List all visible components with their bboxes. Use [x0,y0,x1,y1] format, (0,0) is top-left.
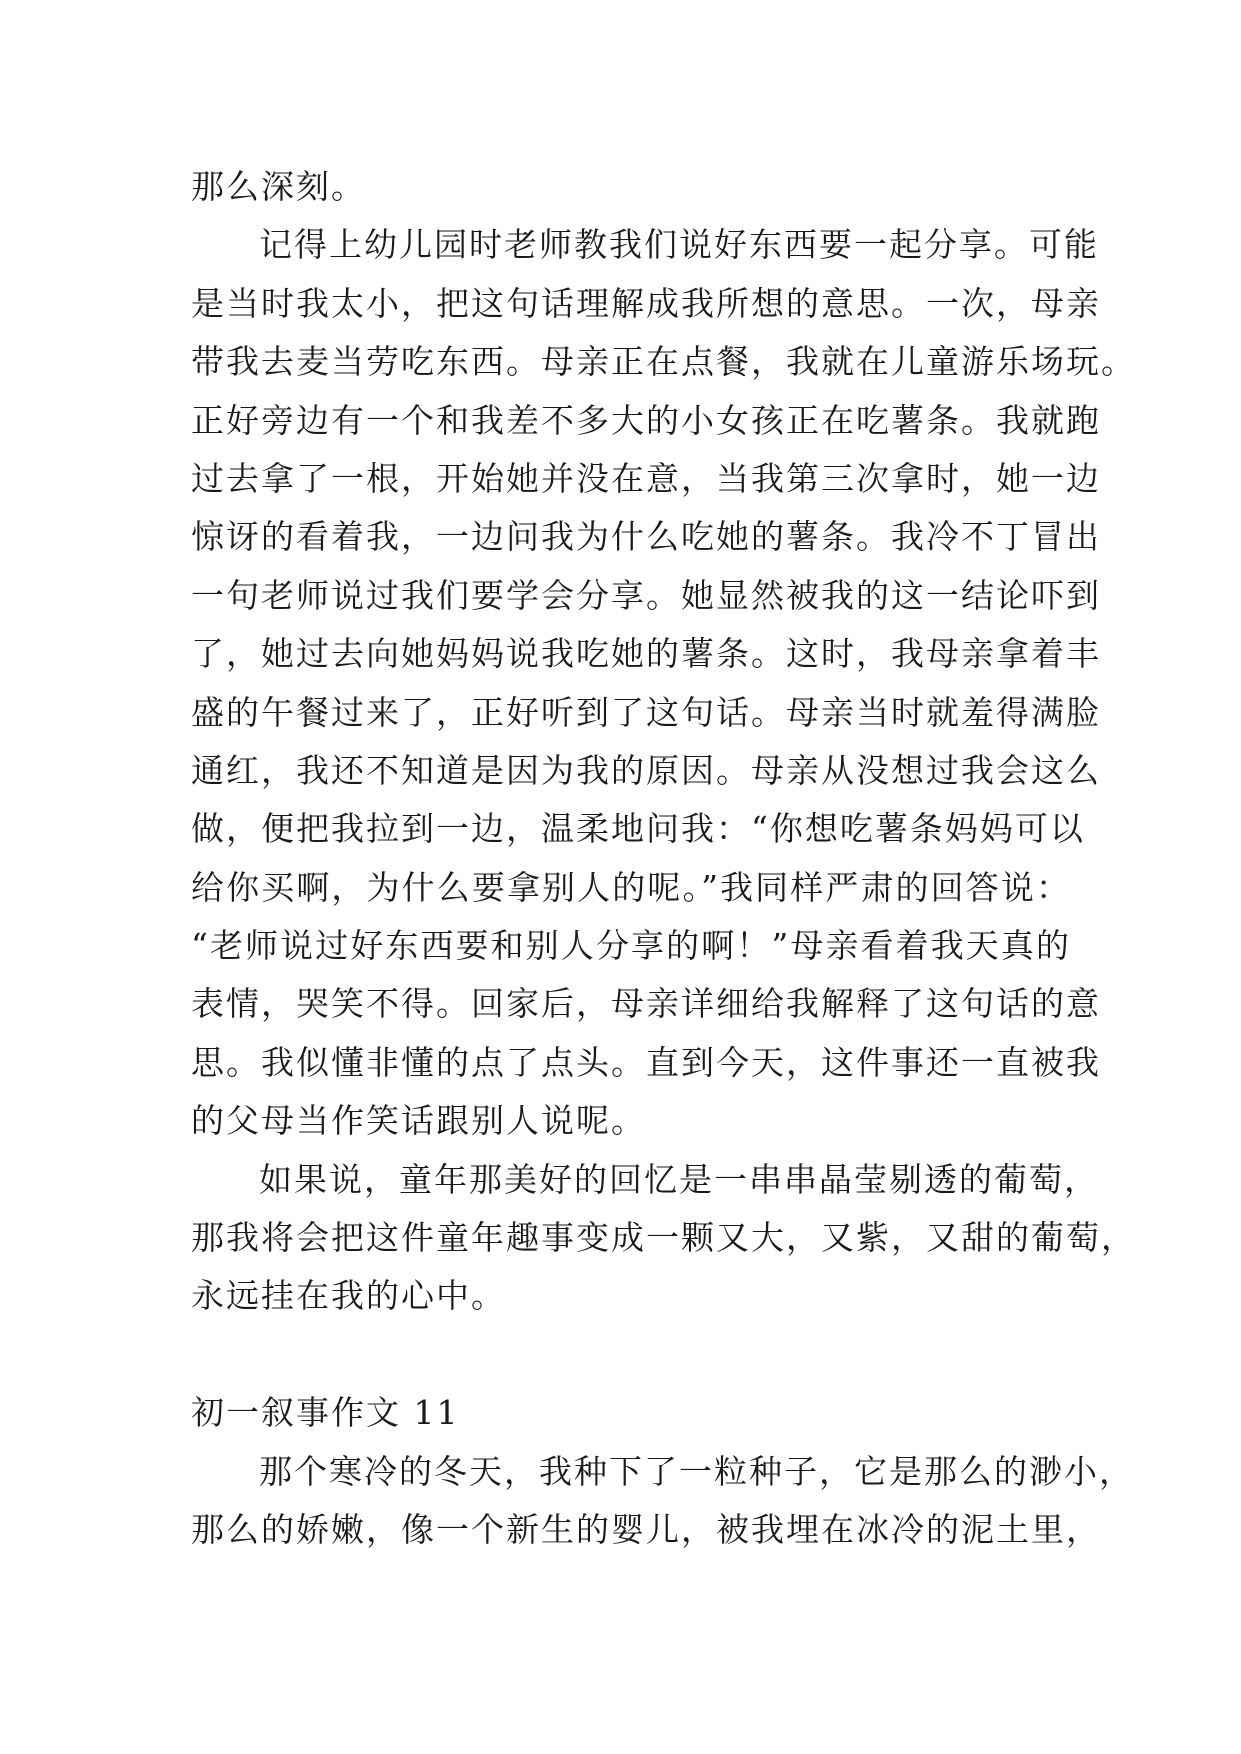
paragraph-line: 思。我似懂非懂的点了点头。直到今天，这件事还一直被我 [191,1042,1101,1082]
section-heading: 初一叙事作文 11 [191,1393,460,1433]
paragraph-line: 那个寒冷的冬天，我种下了一粒种子，它是那么的渺小， [259,1451,1134,1491]
paragraph-line: 表情，哭笑不得。回家后，母亲详细给我解释了这句话的意 [191,984,1101,1024]
paragraph-line: 盛的午餐过来了，正好听到了这句话。母亲当时就羞得满脸 [191,692,1101,732]
paragraph-line: 一句老师说过我们要学会分享。她显然被我的这一结论吓到 [191,575,1101,615]
paragraph-line: “老师说过好东西要和别人分享的啊！”母亲看着我天真的 [191,926,1071,966]
paragraph-line: 过去拿了一根，开始她并没在意，当我第三次拿时，她一边 [191,458,1101,498]
paragraph-line: 那么深刻。 [191,167,366,206]
paragraph-line: 那么的娇嫩，像一个新生的婴儿，被我埋在冰冷的泥土里， [191,1509,1101,1549]
paragraph-line: 了，她过去向她妈妈说我吃她的薯条。这时，我母亲拿着丰 [191,634,1101,674]
paragraph-line: 是当时我太小，把这句话理解成我所想的意思。一次，母亲 [191,283,1101,323]
paragraph-line: 做，便把我拉到一边，温柔地问我：“你想吃薯条妈妈可以 [191,809,1085,849]
paragraph-line: 通红，我还不知道是因为我的原因。母亲从没想过我会这么 [191,750,1101,790]
paragraph-line: 的父母当作笑话跟别人说呢。 [191,1101,646,1141]
paragraph-line: 记得上幼儿园时老师教我们说好东西要一起分享。可能 [259,225,1099,265]
paragraph-line: 永远挂在我的心中。 [191,1276,506,1316]
paragraph-line: 给你买啊，为什么要拿别人的呢。”我同样严肃的回答说： [191,867,1071,907]
paragraph-line: 如果说，童年那美好的回忆是一串串晶莹剔透的葡萄， [259,1159,1099,1199]
document-body [191,158,1136,1559]
paragraph-line: 惊讶的看着我，一边问我为什么吃她的薯条。我冷不丁冒出 [191,517,1101,557]
paragraph-line: 正好旁边有一个和我差不多大的小女孩正在吃薯条。我就跑 [191,400,1101,440]
paragraph-line: 带我去麦当劳吃东西。母亲正在点餐，我就在儿童游乐场玩。 [191,342,1136,382]
paragraph-line: 那我将会把这件童年趣事变成一颗又大，又紫，又甜的葡萄， [191,1218,1136,1258]
